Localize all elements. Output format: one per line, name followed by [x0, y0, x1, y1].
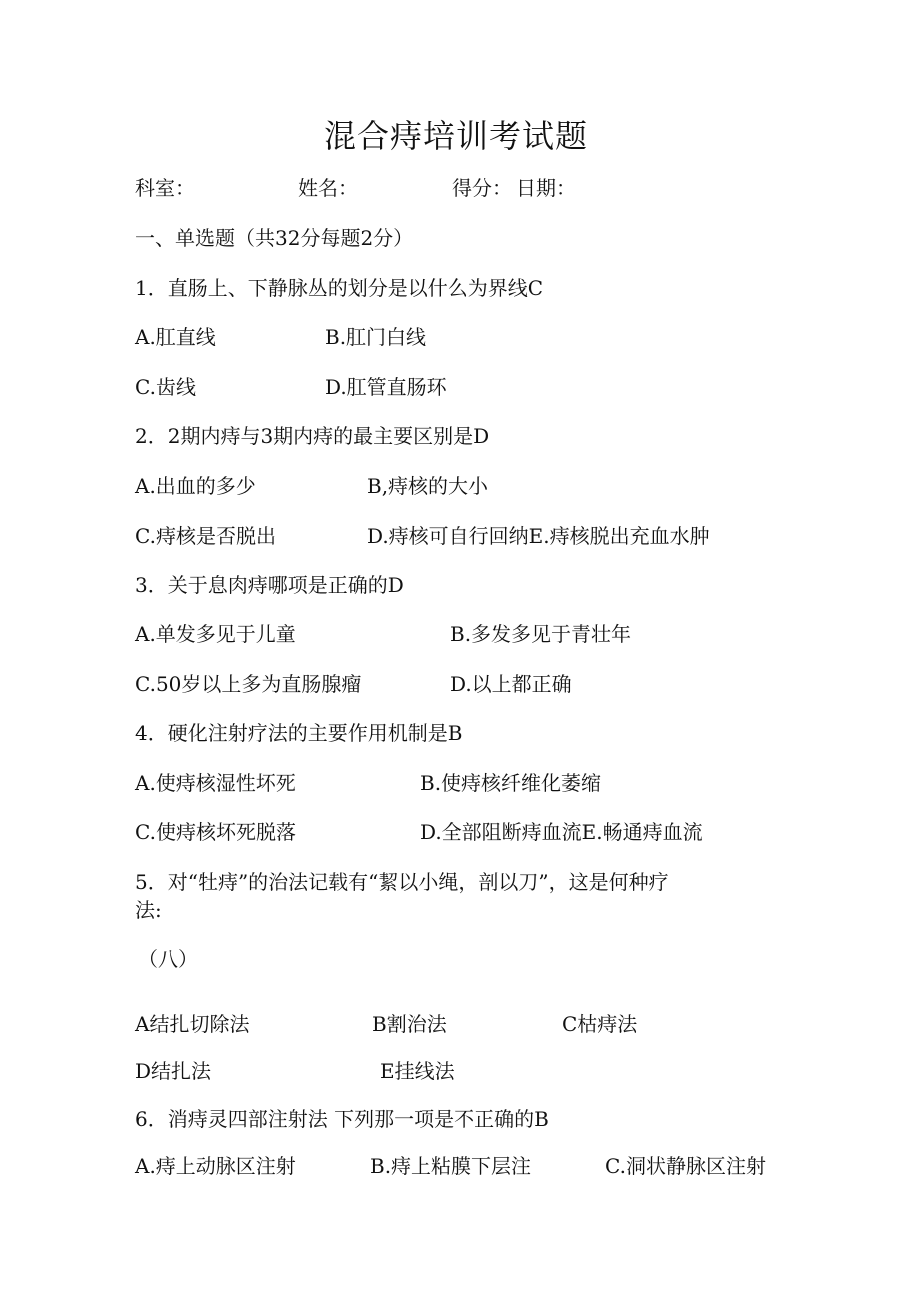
question-4-option-d: D.全部阻断痔血流E.畅通痔血流 — [420, 820, 703, 844]
question-2-option-c: C.痔核是否脱出 — [135, 524, 276, 548]
question-1-option-d: D.肛管直肠环 — [325, 375, 447, 399]
name-label: 姓名： — [298, 176, 358, 200]
question-5-stem-continued: 法: — [135, 898, 162, 922]
dept-label: 科室： — [135, 176, 195, 200]
question-2-option-d: D.痔核可自行回纳E.痔核脱出充血水肿 — [367, 524, 710, 548]
question-1-option-b: B.肛门白线 — [325, 325, 427, 349]
score-label: 得分： — [452, 176, 512, 200]
question-5-stem: 5．对“牡痔”的治法记载有“絜以小绳，剖以刀”，这是何种疗 — [135, 870, 669, 894]
question-4-option-b: B.使痔核纤维化萎缩 — [420, 771, 602, 795]
question-5-option-b: B割治法 — [372, 1012, 447, 1036]
page-title: 混合痔培训考试题 — [324, 117, 589, 155]
question-5-option-c: C枯痔法 — [562, 1012, 638, 1036]
question-6-option-b: B.痔上粘膜下层注 — [370, 1154, 532, 1178]
question-6-stem: 6．消痔灵四部注射法 下列那一项是不正确的B — [135, 1107, 549, 1131]
question-3-option-a: A.单发多见于儿童 — [135, 622, 296, 646]
question-1-option-a: A.肛直线 — [135, 325, 216, 349]
question-5-option-d: D结扎法 — [135, 1059, 212, 1083]
question-6-option-a: A.痔上动脉区注射 — [135, 1154, 296, 1178]
question-4-option-c: C.使痔核坏死脱落 — [135, 820, 296, 844]
question-2-option-a: A.出血的多少 — [135, 474, 256, 498]
question-3-option-b: B.多发多见于青壮年 — [450, 622, 632, 646]
question-2-option-b: B,痔核的大小 — [367, 474, 489, 498]
question-2-stem: 2．2期内痔与3期内痔的最主要区别是D — [135, 424, 490, 448]
question-3-stem: 3．关于息肉痔哪项是正确的D — [135, 573, 404, 597]
question-1-option-c: C.齿线 — [135, 375, 196, 399]
question-4-option-a: A.使痔核湿性坏死 — [135, 771, 296, 795]
section-heading: 一、单选题（共32分每题2分） — [135, 226, 414, 250]
question-4-stem: 4．硬化注射疗法的主要作用机制是B — [135, 721, 463, 745]
question-3-option-d: D.以上都正确 — [450, 672, 572, 696]
question-1-stem: 1．直肠上、下静脉丛的划分是以什么为界线C — [135, 276, 544, 300]
question-5-answer: （八） — [138, 947, 198, 971]
question-5-option-e: E挂线法 — [380, 1059, 455, 1083]
question-3-option-c: C.50岁以上多为直肠腺瘤 — [135, 672, 362, 696]
date-label: 日期： — [516, 176, 576, 200]
question-6-option-c: C.洞状静脉区注射 — [605, 1154, 766, 1178]
question-5-option-a: A结扎切除法 — [135, 1012, 250, 1036]
